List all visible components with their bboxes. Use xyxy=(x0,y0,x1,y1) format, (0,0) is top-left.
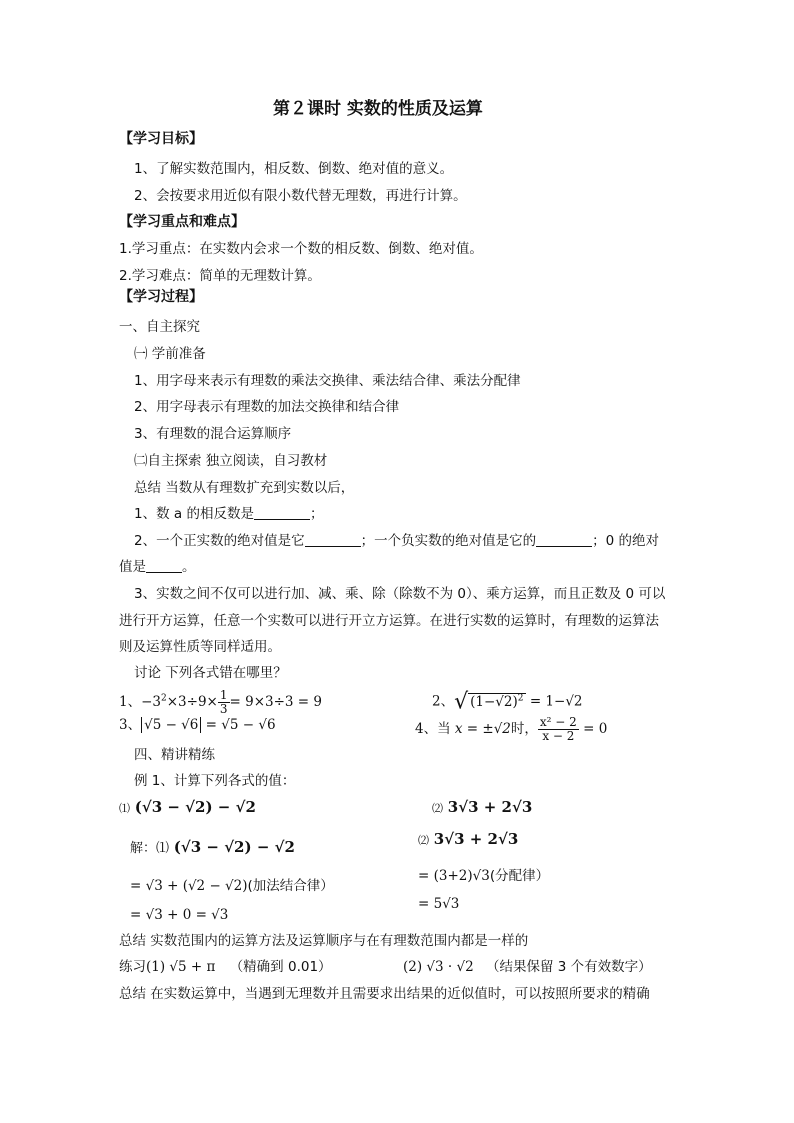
item-number: 1、 xyxy=(119,694,142,710)
math-expression: 1−√2 xyxy=(475,693,513,710)
prep-item-1: 1、用字母来表示有理数的乘法交换律、乘法结合律、乘法分配律 xyxy=(134,373,521,389)
step-note: (分配律） xyxy=(489,868,550,884)
math-expression: = 9×3÷3 = 9 xyxy=(229,694,322,710)
math-expression: ×3÷9× xyxy=(166,694,218,710)
key-heading: 【学习重点和难点】 xyxy=(119,214,245,230)
item-number: 3、 xyxy=(119,717,142,733)
item-number: ⑵ xyxy=(418,834,429,847)
practice-label: 练习 xyxy=(119,959,146,975)
item-text: 时， xyxy=(510,721,538,737)
prep-item-3: 3、有理数的混合运算顺序 xyxy=(134,426,292,442)
key-point-2: 2.学习难点：简单的无理数计算。 xyxy=(119,268,321,284)
fraction xyxy=(218,689,230,716)
answer-blank[interactable] xyxy=(305,532,361,547)
question-2-line2-end: 。 xyxy=(182,559,196,575)
step-note: (加法结合律） xyxy=(247,878,334,894)
practice-2 xyxy=(403,958,652,976)
answer-blank[interactable] xyxy=(146,558,182,573)
item-number: ⑵ xyxy=(432,802,443,815)
goal-2: 2、会按要求用近似有限小数代替无理数，再进行计算。 xyxy=(134,188,467,204)
answer-blank[interactable] xyxy=(254,505,310,520)
radical-sign: √ xyxy=(454,689,469,715)
part-1-heading: 一、自主探究 xyxy=(119,319,200,335)
summary-1: 总结 当数从有理数扩充到实数以后， xyxy=(134,480,355,496)
summary-3: 总结 在实数运算中，当遇到无理数并且需要求出结果的近似值时，可以按照所要求的精确 xyxy=(119,986,650,1002)
solution-2-step-2: = 5√3 xyxy=(418,896,460,912)
question-1 xyxy=(134,505,323,523)
explore-heading: ㈡自主探索 独立阅读，自习教材 xyxy=(134,453,328,469)
solution-label: 解：⑴ xyxy=(130,841,170,856)
solution-2-step-1 xyxy=(418,867,549,885)
math-expression: √5 − √6 xyxy=(144,717,199,733)
math-expression: = 1−√2 xyxy=(529,693,583,710)
math-expression: (√3 − √2) − √2 xyxy=(134,798,256,816)
item-number: (1) xyxy=(146,959,166,975)
practice-note: （结果保留 3 个有效数字） xyxy=(485,959,652,975)
summary-2: 总结 实数范围内的运算方法及运算顺序与在有理数范围内都是一样的 xyxy=(119,933,529,949)
question-2-end: ；0 的绝对 xyxy=(592,533,659,549)
math-expression: x = ±√2 xyxy=(454,721,511,737)
example-1-heading: 例 1、计算下列各式的值： xyxy=(134,773,296,789)
question-2-text: 2、一个正实数的绝对值是它 xyxy=(134,533,305,549)
fraction-numerator: 1 xyxy=(219,688,228,702)
radicand: $(1-√2)^2$ xyxy=(470,693,524,710)
solution-2 xyxy=(418,830,518,850)
goal-1: 1、了解实数范围内，相反数、倒数、绝对值的意义。 xyxy=(134,161,454,177)
goals-heading: 【学习目标】 xyxy=(119,131,203,147)
discussion-item-4 xyxy=(415,716,607,743)
discussion-item-2 xyxy=(432,689,583,715)
math-expression: (√3 − √2) − √2 xyxy=(173,838,295,856)
math-expression: 3√3 + 2√3 xyxy=(447,798,533,816)
item-number: 2、 xyxy=(432,693,455,710)
discussion-heading: 讨论 下列各式错在哪里？ xyxy=(134,665,287,681)
item-number: 4、当 xyxy=(415,721,451,737)
process-heading: 【学习过程】 xyxy=(119,289,203,305)
page-title: 第２课时 实数的性质及运算 xyxy=(273,99,483,119)
practice-1 xyxy=(119,958,332,976)
question-1-text: 1、数 a 的相反数是 xyxy=(134,506,254,522)
math-expression: = √3 + (√2 − √2) xyxy=(130,878,248,894)
fraction-denominator: x − 2 xyxy=(542,729,575,743)
question-2-line2-text: 值是 xyxy=(119,559,146,575)
fraction-denominator: 3 xyxy=(219,702,228,716)
answer-blank[interactable] xyxy=(536,532,592,547)
math-expression: = √5 − √6 xyxy=(205,717,276,733)
question-1-end: ； xyxy=(309,506,324,522)
math-expression: 3√3 + 2√3 xyxy=(433,830,519,848)
item-number: (2) xyxy=(403,959,423,975)
practice-note: （精确到 0.01） xyxy=(229,959,332,975)
solution-1-step-2: = √3 + 0 = √3 xyxy=(130,907,229,923)
key-point-1: 1.学习重点：在实数内会求一个数的相反数、倒数、绝对值。 xyxy=(119,241,483,257)
question-3-line-2: 进行开方运算，任意一个实数可以进行开立方运算。在进行实数的运算时，有理数的运算法 xyxy=(119,613,659,629)
solution-1 xyxy=(130,838,295,858)
absolute-value xyxy=(141,717,201,733)
solution-1-step-1 xyxy=(130,877,334,895)
part-4-heading: 四、精讲精练 xyxy=(134,747,215,763)
math-expression: −3 xyxy=(141,694,161,710)
discussion-item-1: 1、$-3^2\times 3\div 9\times$ $\frac{1}{3}$ = 9×3÷3 = 9 xyxy=(119,688,322,716)
prep-heading: ㈠ 学前准备 xyxy=(134,346,206,362)
math-expression: √5 + π xyxy=(169,959,216,975)
math-expression: = 0 xyxy=(583,721,608,737)
math-expression: √3 · √2 xyxy=(426,959,474,975)
prep-item-2: 2、用字母表示有理数的加法交换律和结合律 xyxy=(134,399,400,415)
discussion-item-3 xyxy=(119,716,276,734)
example-1-problem-2 xyxy=(432,798,532,818)
question-3-line-3: 则及运算性质等同样适用。 xyxy=(119,639,281,655)
math-expression: = (3+2)√3 xyxy=(418,868,490,884)
question-2-mid: ；一个负实数的绝对值是它的 xyxy=(360,533,537,549)
example-1-problem-1 xyxy=(119,798,256,818)
item-number: ⑴ xyxy=(119,802,130,815)
fraction-numerator: x² − 2 xyxy=(539,715,577,729)
question-3-line-1: 3、实数之间不仅可以进行加、减、乘、除（除数不为 0）、乘方运算，而且正数及 0 可以 xyxy=(134,586,666,602)
question-2-line-2 xyxy=(119,558,196,576)
fraction xyxy=(538,716,579,743)
question-2 xyxy=(134,532,659,550)
